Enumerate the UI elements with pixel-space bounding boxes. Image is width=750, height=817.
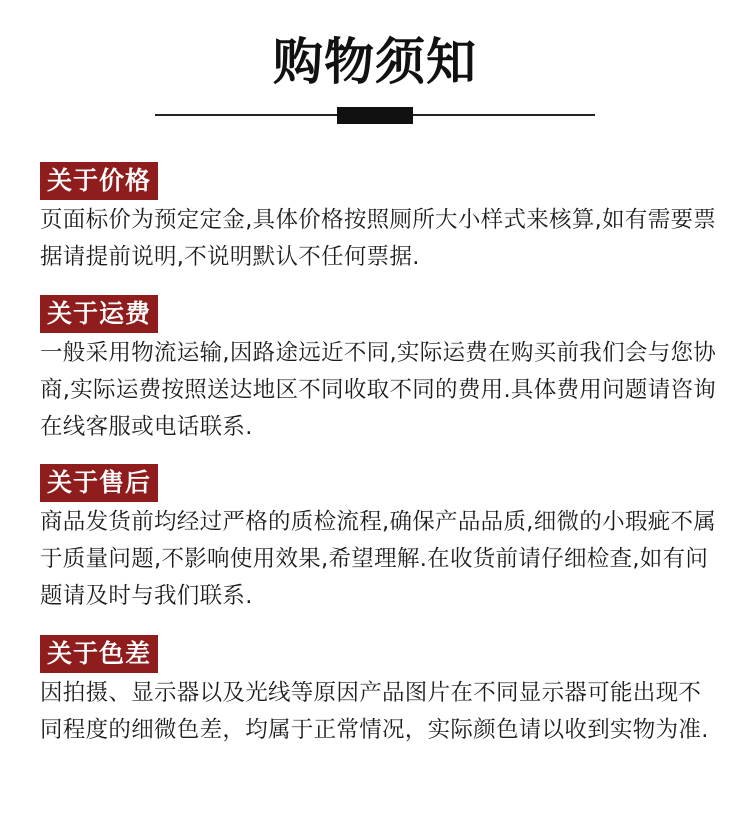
section-text-after-sales: 商品发货前均经过严格的质检流程,确保产品品质,细微的小瑕疵不属于质量问题,不影响使用效果,希望理解.在收货前请仔细检查,如有问题请及时与我们联系. (40, 509, 717, 609)
section-tag-color-difference: 关于色差 (40, 635, 158, 673)
section-price (40, 162, 720, 276)
section-color-difference (40, 635, 720, 749)
page-title: 购物须知 (273, 33, 477, 91)
section-text-shipping: 一般采用物流运输,因路途远近不同,实际运费在购买前我们会与您协商,实际运费按照送达地区不同收取不同的费用.具体费用问题请咨询在线客服或电话联系. (40, 340, 717, 440)
title-divider-block (337, 107, 413, 124)
section-tag-price: 关于价格 (40, 162, 158, 200)
section-after-sales (40, 464, 720, 615)
section-tag-shipping: 关于运费 (40, 295, 158, 333)
section-tag-after-sales: 关于售后 (40, 464, 158, 502)
section-shipping (40, 295, 720, 446)
section-text-price: 页面标价为预定定金,具体价格按照厕所大小样式来核算,如有需要票据请提前说明,不说明默认不任何票据. (40, 207, 717, 270)
section-text-color-difference: 因拍摄、显示器以及光线等原因产品图片在不同显示器可能出现不同程度的细微色差，均属于正常情况，实际颜色请以收到实物为准. (40, 680, 709, 743)
